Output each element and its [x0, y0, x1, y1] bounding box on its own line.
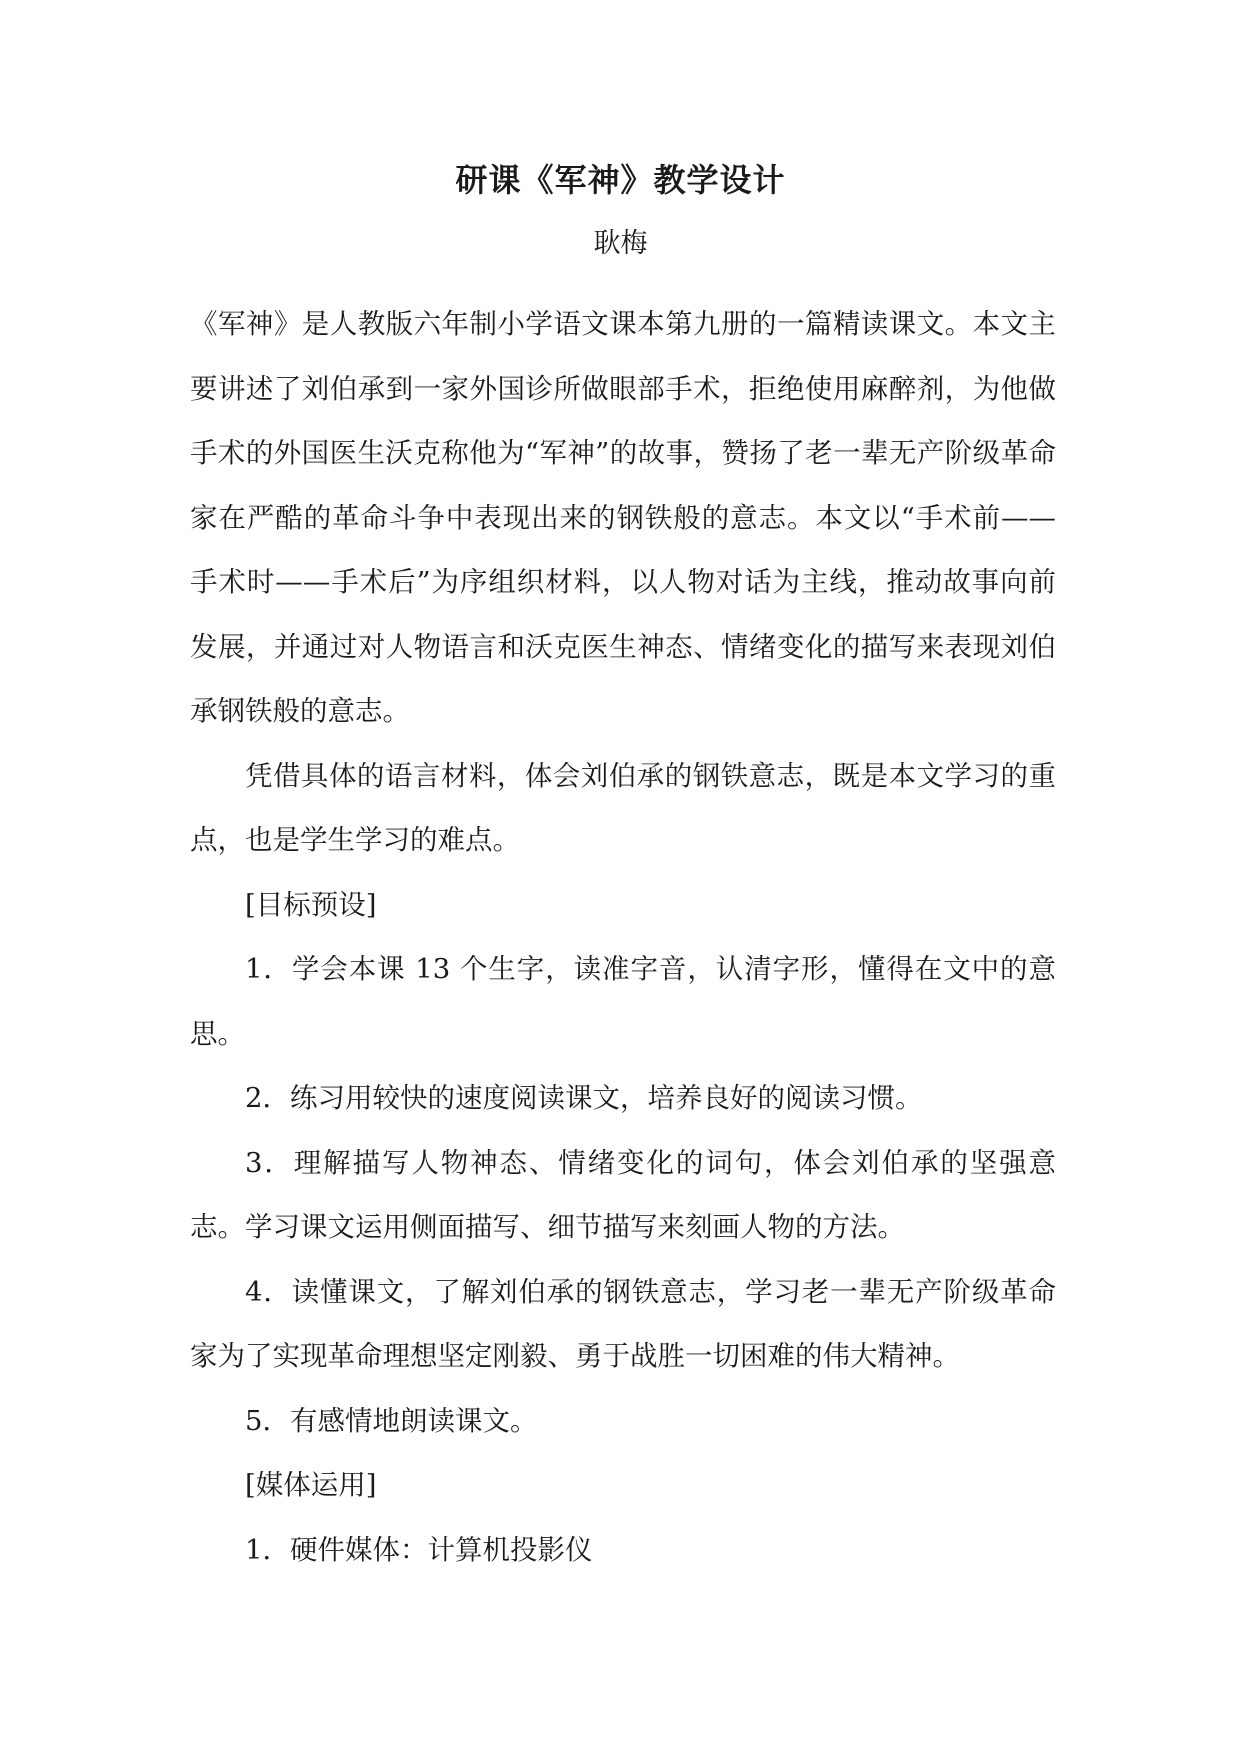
section-heading-goals: [目标预设]: [245, 888, 377, 921]
paragraph-intro: 《军神》是人教版六年制小学语文课本第九册的一篇精读课文。本文主要讲述了刘伯承到一家外国诊所做眼部手术，拒绝使用麻醉剂，为他做手术的外国医生沃克称他为“军神”的故事，赞扬了老一辈无产阶级革命家在严酷的革命斗争中表现出来的钢铁般的意志。本文以“手术前——手术时——手术后”为序组织材料，以人物对话为主线，推动故事向前发展，并通过对人物语言和沃克医生神态、情绪变化的描写来表现刘伯承钢铁般的意志。: [190, 308, 1056, 727]
document-author: 耿梅: [593, 228, 648, 259]
goal-item-3: 3．理解描写人物神态、情绪变化的词句，体会刘伯承的坚强意志。学习课文运用侧面描写、细节描写来刻画人物的方法。: [190, 1146, 1056, 1243]
goal-item-5: 5．有感情地朗读课文。: [245, 1404, 538, 1437]
goal-item-2: 2．练习用较快的速度阅读课文，培养良好的阅读习惯。: [245, 1082, 923, 1114]
document-body: [190, 292, 1056, 1582]
document-title: 研课《军神》教学设计: [455, 161, 786, 199]
media-item-1: 1．硬件媒体：计算机投影仪: [245, 1533, 593, 1566]
goal-item-4: 4．读懂课文，了解刘伯承的钢铁意志，学习老一辈无产阶级革命家为了实现革命理想坚定刚毅、勇于战胜一切困难的伟大精神。: [190, 1275, 1056, 1372]
goal-item-1: 1．学会本课 13 个生字，读准字音，认清字形，懂得在文中的意思。: [190, 953, 1056, 1050]
section-heading-media: [媒体运用]: [245, 1469, 377, 1501]
paragraph-key-point: 凭借具体的语言材料，体会刘伯承的钢铁意志，既是本文学习的重点，也是学生学习的难点。: [190, 759, 1056, 856]
